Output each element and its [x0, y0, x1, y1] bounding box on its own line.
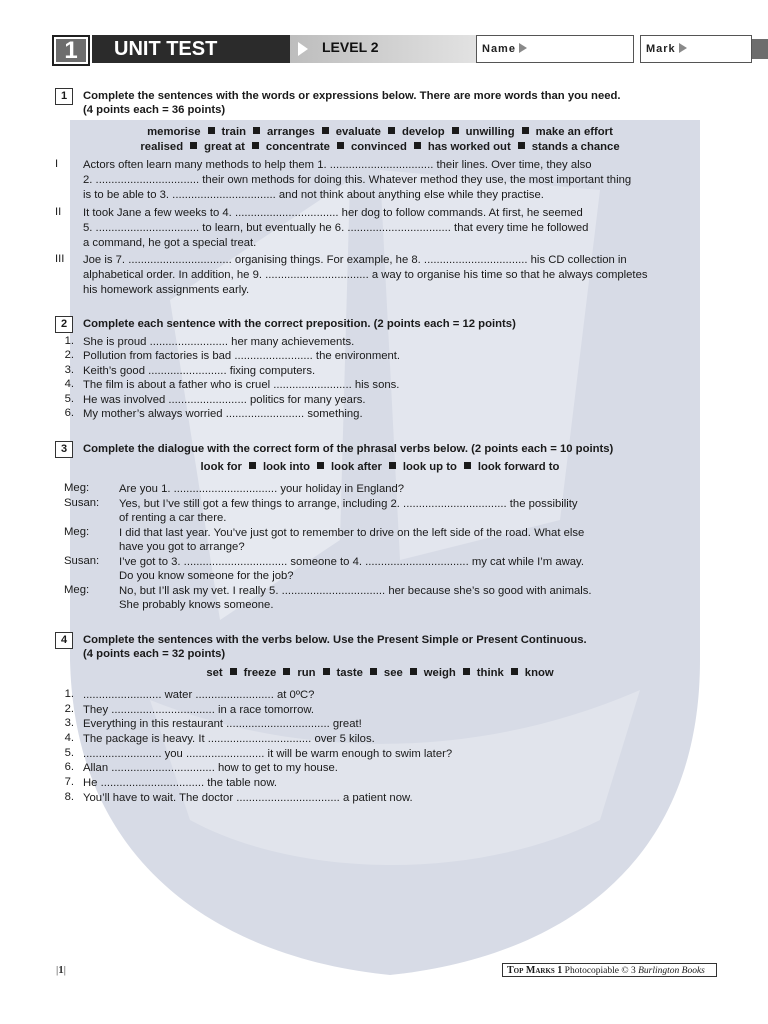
dialogue-line: I’ve got to 3. ................................. someone to 4. ................................. my cat while I’m away. [119, 556, 584, 568]
exercise-item: She is proud ......................... her many achievements. [83, 336, 355, 348]
item-number: 3. [64, 364, 74, 376]
dialogue-line: of renting a car there. [119, 512, 227, 524]
text-line: Actors often learn many methods to help them 1. ................................. their lines. Over time, they also [83, 159, 592, 171]
speaker-label: Meg: [64, 584, 90, 596]
photocopiable-label: Photocopiable [564, 966, 620, 976]
unit-number: 1 [56, 39, 86, 62]
section-number: 3 [55, 441, 73, 458]
dialogue-line: No, but I’ll ask my vet. I really 5. ................................. her because she’s so good with animals. [119, 585, 592, 597]
section-number: 2 [55, 316, 73, 333]
page-number: |1| [56, 964, 66, 976]
item-number: 6. [64, 761, 74, 773]
dialogue-line: I did that last year. You’ve just got to remember to drive on the left side of the road. What else [119, 527, 585, 539]
exercise-item: You’ll have to wait. The doctor ................................. a patient now. [83, 792, 413, 804]
item-number: 4. [64, 732, 74, 744]
item-number: 1. [64, 688, 74, 700]
paragraph-roman: II [55, 206, 62, 218]
section-points: (4 points each = 32 points) [83, 648, 226, 660]
exercise-item: Keith’s good ......................... fixing computers. [83, 365, 316, 377]
dialogue-line: Yes, but I’ve still got a few things to arrange, including 2. ................................. the possibility [119, 498, 578, 510]
text-line: his homework assignments early. [83, 284, 250, 296]
item-number: 3. [64, 717, 74, 729]
text-line: alphabetical order. In addition, he 9. ................................. a way to organise his time so that he always completes [83, 269, 648, 281]
word-bank: look for look into look after look up to look forward to [200, 461, 560, 473]
item-number: 2. [64, 349, 74, 361]
section-points: (4 points each = 36 points) [83, 104, 226, 116]
text-line: 5. ................................. to learn, but eventually he 6. ................................. that every time he followed [83, 222, 589, 234]
exercise-item: The film is about a father who is cruel ......................... his sons. [83, 379, 400, 391]
section-instruction: Complete the dialogue with the correct form of the phrasal verbs below. (2 points each = 10 points) [83, 443, 614, 455]
item-number: 8. [64, 791, 74, 803]
paragraph-roman: III [55, 253, 65, 265]
exercise-item: ......................... you ......................... it will be warm enough to swim later? [83, 748, 453, 760]
paragraph-roman: I [55, 158, 59, 170]
section-number: 4 [55, 632, 73, 649]
exercise-item: He ................................. the table now. [83, 777, 278, 789]
unit-number-box [52, 35, 90, 66]
exercise-item: ......................... water ......................... at 0ºC? [83, 689, 315, 701]
exercise-item: Everything in this restaurant ................................. great! [83, 718, 362, 730]
unit-test-title: UNIT TEST [92, 35, 290, 63]
exercise-item: Allan ................................. how to get to my house. [83, 762, 338, 774]
speaker-label: Susan: [64, 497, 100, 509]
item-number: 4. [64, 378, 74, 390]
item-number: 2. [64, 703, 74, 715]
level-label: LEVEL 2 [322, 39, 379, 55]
arrow-right-icon [679, 43, 687, 53]
dialogue-line: She probably knows someone. [119, 599, 274, 611]
test-header [52, 35, 746, 66]
mark-label: Mark [646, 43, 676, 55]
item-number: 5. [64, 747, 74, 759]
word-bank: realised great at concentrate convinced has worked out stands a chance [140, 141, 620, 153]
word-bank: memorise train arranges evaluate develop unwilling make an effort [147, 126, 613, 138]
word-bank: set freeze run taste see weigh think know [206, 667, 554, 679]
dialogue-line: have you got to arrange? [119, 541, 245, 553]
item-number: 7. [64, 776, 74, 788]
section-instruction: Complete the sentences with the words or expressions below. There are more words than you need. [83, 90, 621, 102]
name-label: Name [482, 43, 516, 55]
section-instruction: Complete each sentence with the correct preposition. (2 points each = 12 points) [83, 318, 516, 330]
text-line: a command, he got a special treat. [83, 237, 257, 249]
dialogue-line: Are you 1. ................................. your holiday in England? [119, 483, 405, 495]
item-number: 1. [64, 335, 74, 347]
arrow-right-icon [519, 43, 527, 53]
footer-credit [502, 963, 717, 977]
text-line: is to be able to 3. ................................. and not think about anything else while they practise. [83, 189, 544, 201]
level-band [290, 35, 476, 63]
text-line: It took Jane a few weeks to 4. ................................. her dog to follow commands. At first, he seemed [83, 207, 583, 219]
speaker-label: Meg: [64, 526, 90, 538]
header-decoration [752, 39, 768, 59]
item-number: 5. [64, 393, 74, 405]
exercise-item: Pollution from factories is bad ......................... the environment. [83, 350, 401, 362]
section-number: 1 [55, 88, 73, 105]
arrow-right-icon [298, 42, 308, 56]
brand-name: Top Marks 1 [507, 965, 563, 976]
exercise-item: They ................................. in a race tomorrow. [83, 704, 315, 716]
speaker-label: Susan: [64, 555, 100, 567]
section-instruction: Complete the sentences with the verbs below. Use the Present Simple or Present Continuous. [83, 634, 587, 646]
text-line: 2. ................................. their own methods for doing this. Whatever method they use, the most important thing [83, 174, 632, 186]
exercise-item: He was involved ......................... politics for many years. [83, 394, 366, 406]
text-line: Joe is 7. ................................. organising things. For example, he 8. ................................. his CD collection in [83, 254, 627, 266]
item-number: 6. [64, 407, 74, 419]
dialogue-line: Do you know someone for the job? [119, 570, 294, 582]
copyright-mark: © 3 [621, 966, 636, 976]
mark-field[interactable] [640, 35, 752, 63]
speaker-label: Meg: [64, 482, 90, 494]
name-field[interactable] [476, 35, 634, 63]
exercise-item: My mother’s always worried ......................... something. [83, 408, 363, 420]
publisher-name: Burlington Books [638, 966, 705, 976]
exercise-item: The package is heavy. It ................................. over 5 kilos. [83, 733, 375, 745]
